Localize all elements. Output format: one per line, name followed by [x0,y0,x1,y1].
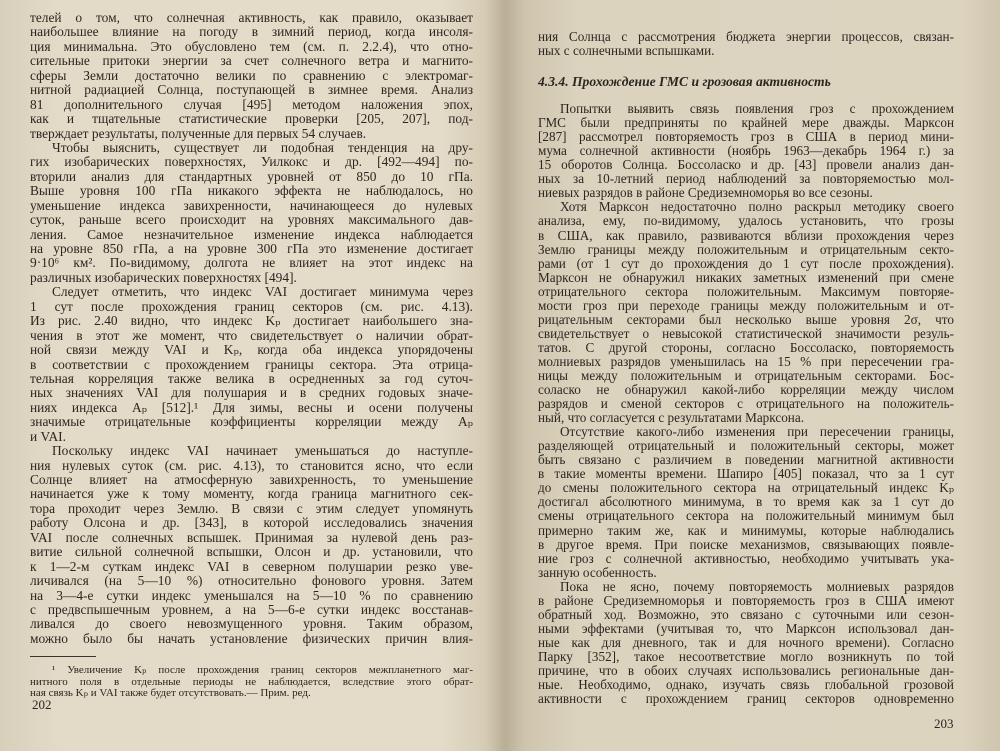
text-line: тельная корреляция также велика в осредненных за год суточ- [30,370,473,386]
text-line: тверждает результаты, полученные для первых 54 случаев. [30,125,367,141]
text-line: в другое время. При поиске механизмов, связывающих появле- [538,536,954,552]
text-line: ливался до своего невозмущенного уровня. Таким образом, [30,616,473,632]
text-line: тора проходит через Землю. В связи с этим следует упомянуть [30,500,473,516]
text-line: Попытки выявить связь появления гроз с прохождением [560,101,954,117]
text-line: наибольшее влияние на погоду в зимний период, когда инсоля- [30,24,473,40]
text-line: ных значениях VAI для полушария и в средних годовых значе- [30,385,473,401]
text-line: анализа, ему, по-видимому, удалось установить, что грозы [538,213,954,229]
text-line: ными эффектами (учитывая то, что Марксон использовал дан- [538,620,954,636]
text-line: в США, как правило, развиваются вблизи прохождения через [538,227,954,243]
text-line: мума солнечной активности (ноябрь 1963—декабрь 1964 г.) за [538,143,954,159]
text-line: в районе Средиземноморья и повторяемость гроз в США имеют [538,592,954,608]
text-line: Хотя Марксон недостаточно полно раскрыл методику своего [560,199,954,215]
text-line: Отсутствие какого-либо изменения при пересечении границы, [560,424,954,440]
text-line: ниях индекса Aₚ [512].¹ Для зимы, весны и осени получены [30,399,473,415]
text-line: ления. Самое незначительное изменение индекса наблюдается [30,226,473,242]
text-line: можно было бы начать установление физических причин влия- [30,630,473,646]
text-line: Марксон не обнаружил никаких заметных изменений при смене [538,269,954,285]
text-line: рами (от 1 сут до прохождения до 1 сут после прохождения). [538,255,954,271]
text-line: Выше уровня 100 гПа никакого эффекта не наблюдалось, но [30,183,473,199]
text-line: свидетельствует о невысокой статистической значимости резуль- [538,325,954,341]
text-line: суток, раньше всего происходит на уровнях максимального дав- [30,212,473,228]
continued-paragraph [538,30,954,58]
paragraph [538,102,954,200]
text-line: ницы между положительным и отрицательным секторами. Бос- [538,367,954,383]
text-line: Пока не ясно, почему повторяемость молниевых разрядов [560,578,954,594]
paragraph [538,200,954,425]
text-line: нитной радиацией Солнца, поступающей в зимнее время. Анализ [30,82,473,98]
text-line: сительные притоки энергии за счет солнечного ветра и магнито- [30,53,473,69]
text-line: причине, что в обоих случаях использовались региональные дан- [538,662,954,678]
text-line: VAI после солнечных вспышек. Принимая за нулевой день раз- [30,529,473,545]
text-line: с предвспышечным уровнем, а на 5—6-е сутки индекс восстанав- [30,601,473,617]
text-line: мости гроз при переходе границы между положительным и от- [538,297,954,313]
text-line: ния Солнца с рассмотрения бюджета энергии процессов, связан- [538,29,954,44]
text-line: ных за 10-летний период наблюдений за повторяемостью мол- [538,171,954,187]
text-line: Из рис. 2.40 видно, что индекс Kₚ достигает наибольшего зна- [30,313,473,329]
text-line: в такие моменты времени. Шапиро [405] показал, что за 1 сут [538,466,954,482]
text-line: ный, что согласуется с результатами Марксона. [538,410,805,426]
text-line: работу Олсона и др. [343], в которой исследовались значения [30,515,473,531]
paragraph [538,580,954,706]
text-line: ГМС были предприняты по крайней мере дважды. Марксон [538,115,954,131]
footnote [30,665,473,700]
text-line: активности с прохождением границ секторов одновременно [538,691,954,707]
right-page [538,30,954,706]
text-line: татов. С другой стороны, согласно Боссоласко, повторяемость [538,339,954,355]
text-line: нитного поля в отдельные периоды не наблюдается, вследствие этого обрат- [30,675,473,688]
paragraph [30,141,473,285]
text-line: уменьшение индекса завихренности, начинающееся до нулевых [30,197,473,213]
paragraph [30,285,473,444]
text-line: 81 дополнительного случая [495] методом наложения эпох, [30,96,473,112]
paragraph [538,30,954,58]
text-line: вторили анализ для стандартных уровней от 850 до 10 гПа. [30,168,473,184]
right-page-body [538,102,954,706]
text-line: молниевых разрядов уменьшилась на 15 % при пересечении гра- [538,353,954,369]
text-line: к 1—2-м суткам индекс VAI в северном полушарии резко уве- [30,558,473,574]
text-line: ная связь Kₚ и VAI также будет отсутствовать.— Прим. ред. [30,687,311,700]
text-line: Солнце влияет на атмосферную завихренность, то уменьшение [30,472,473,487]
text-line: значимые отрицательные коэффициенты корреляции между Aₚ [30,414,473,430]
paragraph [30,11,473,141]
text-line: различных изобарических поверхностях [494]. [30,269,297,285]
text-line: сферы Земли достаточно велики по сравнению с электромаг- [30,67,473,83]
text-line: рицательным секторами был несколько выше уровня 2σ, что [538,311,954,327]
paragraph [538,425,954,580]
page-number-right: 203 [934,716,954,731]
text-line: ция минимальна. Это обусловлено тем (см. п. 2.2.4), что отно- [30,38,473,54]
text-line: обратный ход. Возможно, это связано с суточными или сезон- [538,606,954,622]
text-line: Следует отметить, что индекс VAI достигает минимума через [52,284,473,300]
left-page-body [30,11,473,646]
text-line: отрицательного сектора положительным. Максимум повторяе- [538,283,954,299]
section-heading: 4.3.4. Прохождение ГМС и грозовая активность [538,74,831,90]
text-line: 9·10⁶ км². По-видимому, долгота не влияет на этот индекс на [30,255,473,271]
text-line: ные. Необходимо, однако, изучать связь глобальной грозовой [538,677,954,693]
text-line: на уровне 850 гПа, а на уровне 300 гПа это изменение достигает [30,241,473,256]
text-line: примерно таким же, как и минимумы, которые наблюдались [538,522,954,538]
text-line: Парку [352], такое несоответствие могло возникнуть по той [538,648,954,664]
text-line: на 3—4-е сутки индекс уменьшался на 5—10 % по сравнению [30,587,473,603]
text-line: Чтобы выяснить, существует ли подобная тенденция на дру- [52,139,473,155]
text-line: разделяющей отрицательный и положительный секторы, может [538,438,954,454]
text-line: личивался (на 5—10 %) относительно фонового уровня. Затем [30,573,473,589]
text-line: ных с солнечными вспышками. [538,43,715,59]
text-line: ния нулевых суток (см. рис. 4.13), то становится ясно, что если [30,457,473,473]
text-line: в соответствии с прохождением границы сектора. Эта отрица- [30,356,473,372]
text-line: до смены положительного сектора на отрицательный индекс Kₚ [538,480,954,496]
text-line: чения в этот же момент, что свидетельствует о наличии обрат- [30,327,473,343]
text-line: витие сильной солнечной вспышки, Олсон и др. установили, что [30,544,473,560]
text-line: разрядов и сменой секторов с отрицательного на положитель- [538,396,954,412]
text-line: и VAI. [30,428,66,444]
paragraph [30,444,473,646]
text-line: занную особенность. [538,564,657,580]
text-line: ние гроз с солнечной активностью, необходимо учитывать ука- [538,550,954,566]
text-line: 1 сут после прохождения границ секторов (см. рис. 4.13). [30,298,473,314]
text-line: достигал абсолютного минимума, в то время как за 1 сут до [538,494,954,510]
text-line: Поскольку индекс VAI начинает уменьшаться до наступле- [52,443,473,459]
footnote-divider [30,656,96,657]
text-line: [287] рассмотрел повторяемость гроз в США в период мини- [538,129,954,145]
text-line: ные как для дневного, так и для ночного времени). Согласно [538,634,954,650]
text-line: соласко не обнаружил какой-либо корреляции между числом [538,382,954,398]
text-line: 15 оборотов Солнца. Боссоласко и др. [43] провели анализ дан- [538,157,954,173]
text-line: телей о том, что солнечная активность, как правило, оказывает [30,10,473,25]
text-line: ниевых разрядов в районе Средиземноморья во все сезоны. [538,185,873,201]
text-line: ной связи между VAI и Kₚ, когда оба индекса упорядочены [30,342,473,358]
text-line: ¹ Увеличение Kₚ после прохождения границ секторов межпланетного маг- [52,664,473,677]
text-line: начинается уже к тому моменту, когда граница магнитного сек- [30,486,473,502]
text-line: как и тщательные статистические проверки [205, 207], под- [30,111,473,127]
left-page [30,11,473,700]
text-line: смены отрицательного сектора на положительный минимум был [538,508,954,524]
text-line: быть связано с различием в поведении магнитной активности [538,452,954,468]
footnote-text [30,665,473,700]
text-line: Землю границы между положительным и отрицательным секто- [538,241,954,257]
text-line: гих изобарических поверхностях, Уилкокс и др. [492—494] по- [30,154,473,170]
page-number-left: 202 [32,697,52,712]
